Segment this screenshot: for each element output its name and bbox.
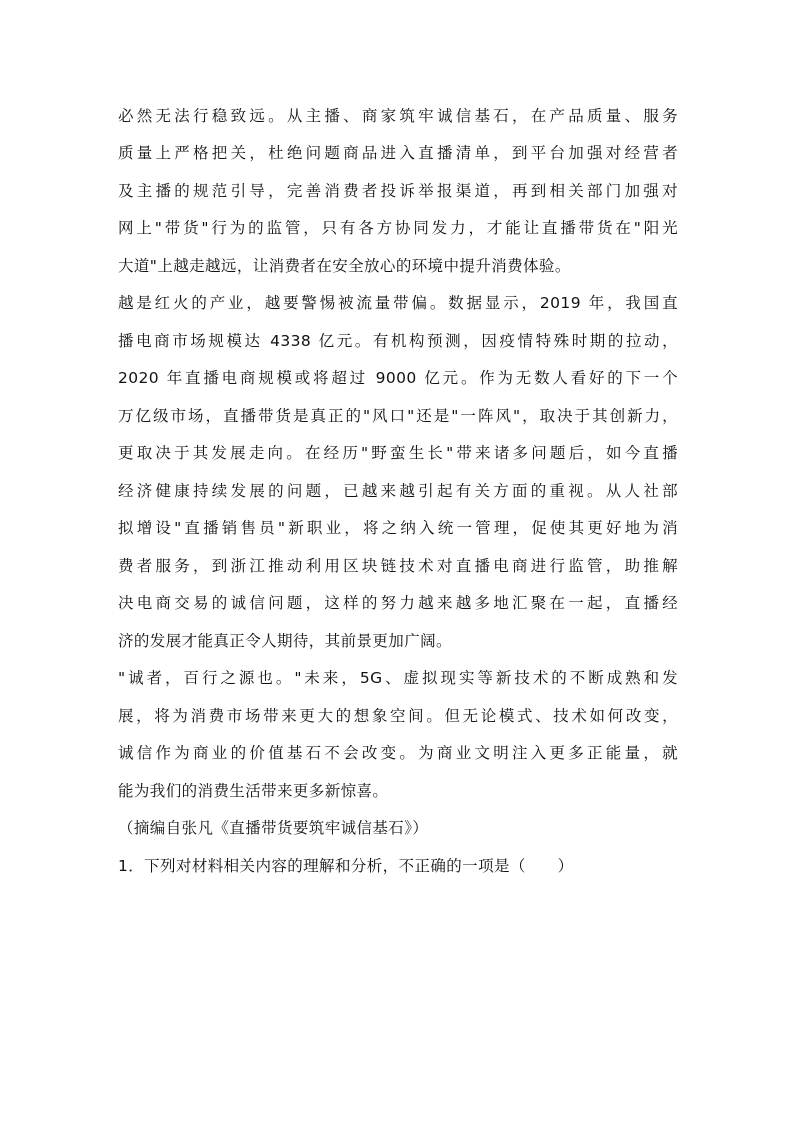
- paragraph-line: 播电商市场规模达 4338 亿元。有机构预测，因疫情特殊时期的拉动，: [118, 332, 678, 350]
- paragraph-line: 决电商交易的诚信问题，这样的努力越来越多地汇聚在一起，直播经: [118, 594, 678, 612]
- paragraph-line: 越是红火的产业，越要警惕被流量带偏。数据显示，2019 年，我国直: [118, 294, 678, 312]
- paragraph-line: 济的发展才能真正令人期待，其前景更加广阔。: [118, 632, 452, 650]
- paragraph-line: 及主播的规范引导，完善消费者投诉举报渠道，再到相关部门加强对: [118, 182, 678, 200]
- question-1: 1．下列对材料相关内容的理解和分析，不正确的一项是（ ）: [118, 857, 574, 875]
- paragraph-line: 拟增设"直播销售员"新职业，将之纳入统一管理，促使其更好地为消: [118, 519, 678, 537]
- paragraph-line: 诚信作为商业的价值基石不会改变。为商业文明注入更多正能量，就: [118, 744, 678, 762]
- paragraph-line: 网上"带货"行为的监管，只有各方协同发力，才能让直播带货在"阳光: [118, 219, 678, 237]
- paragraph-line: 2020 年直播电商规模或将超过 9000 亿元。作为无数人看好的下一个: [118, 369, 678, 387]
- paragraph-line: 费者服务，到浙江推动利用区块链技术对直播电商进行监管，助推解: [118, 557, 678, 575]
- paragraph-line: 万亿级市场，直播带货是真正的"风口"还是"一阵风"，取决于其创新力，: [118, 407, 678, 425]
- paragraph-line: "诚者，百行之源也。"未来，5G、虚拟现实等新技术的不断成熟和发: [118, 669, 678, 687]
- paragraph-line: 展，将为消费市场带来更大的想象空间。但无论模式、技术如何改变，: [118, 707, 678, 725]
- paragraph-line: 经济健康持续发展的问题，已越来越引起有关方面的重视。从人社部: [118, 482, 678, 500]
- paragraph-line: 质量上严格把关，杜绝问题商品进入直播清单，到平台加强对经营者: [118, 144, 678, 162]
- paragraph-line: 能为我们的消费生活带来更多新惊喜。: [118, 782, 389, 800]
- paragraph-line: 更取决于其发展走向。在经历"野蛮生长"带来诸多问题后，如今直播: [118, 444, 678, 462]
- paragraph-line: 必然无法行稳致远。从主播、商家筑牢诚信基石，在产品质量、服务: [118, 107, 678, 125]
- paragraph-line: 大道"上越走越远，让消费者在安全放心的环境中提升消费体验。: [118, 257, 571, 275]
- source-citation: （摘编自张凡《直播带货要筑牢诚信基石》）: [118, 819, 429, 837]
